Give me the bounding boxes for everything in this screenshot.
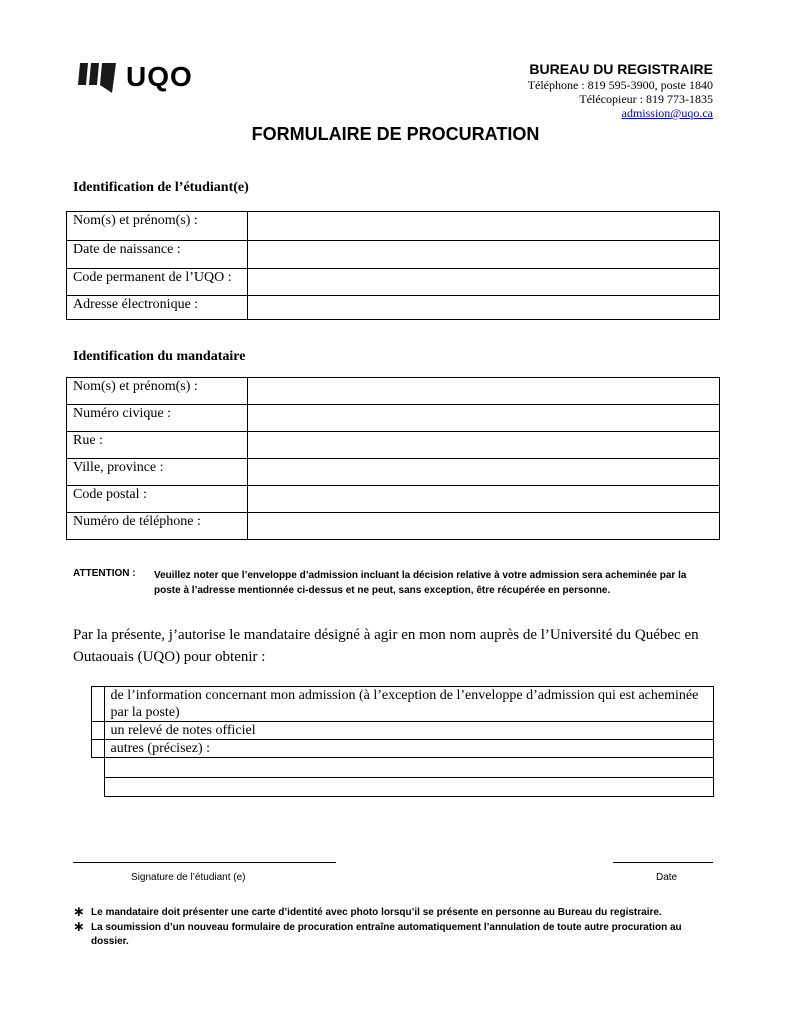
table-row [67, 212, 720, 241]
options-table [91, 686, 714, 797]
date-label: Date [656, 872, 678, 883]
form-title: FORMULAIRE DE PROCURATION [251, 124, 540, 144]
mandataire-street-label: Rue : [67, 432, 248, 459]
telephone-text: Téléphone : 819 595-3900, poste 1840 [527, 78, 713, 92]
mandataire-civic-field[interactable] [248, 405, 720, 432]
email-link[interactable]: admission@uqo.ca [621, 106, 713, 120]
note-item [73, 918, 713, 949]
attention-label: ATTENTION : [73, 568, 136, 579]
student-name-label: Nom(s) et prénom(s) : [67, 212, 248, 241]
table-row [67, 432, 720, 459]
table-row [67, 405, 720, 432]
student-birthdate-label: Date de naissance : [67, 241, 248, 269]
student-email-field[interactable] [248, 296, 720, 320]
signature-line[interactable] [73, 862, 336, 863]
date-line[interactable] [613, 862, 713, 863]
table-row [67, 486, 720, 513]
fax-text: Télécopieur : 819 773-1835 [579, 92, 713, 106]
mandataire-table [66, 377, 720, 540]
table-row [92, 778, 714, 797]
option-checkbox-other[interactable] [92, 740, 105, 758]
mandataire-street-field[interactable] [248, 432, 720, 459]
note-text: Le mandataire doit présenter une carte d’identité avec photo lorsqu’il se présente en personne au Bureau du registraire. [91, 907, 662, 918]
mandataire-name-label: Nom(s) et prénom(s) : [67, 378, 248, 405]
signature-label: Signature de l’étudiant (e) [131, 872, 246, 883]
mandataire-civic-label: Numéro civique : [67, 405, 248, 432]
mandataire-city-label: Ville, province : [67, 459, 248, 486]
logo-wordmark: UQO [126, 61, 193, 92]
mandataire-postal-field[interactable] [248, 486, 720, 513]
table-row [67, 269, 720, 296]
student-section-heading: Identification de l’étudiant(e) [73, 180, 249, 195]
mandataire-phone-field[interactable] [248, 513, 720, 540]
other-specify-line-1[interactable] [104, 758, 713, 778]
table-row [92, 758, 714, 778]
note-item [73, 903, 713, 920]
table-row [67, 296, 720, 320]
table-row [67, 513, 720, 540]
table-row [92, 740, 714, 758]
uqo-stripes-logo-icon [76, 61, 118, 93]
student-code-label: Code permanent de l’UQO : [67, 269, 248, 296]
table-row [67, 459, 720, 486]
mandataire-phone-label: Numéro de téléphone : [67, 513, 248, 540]
mandataire-city-field[interactable] [248, 459, 720, 486]
table-row [67, 241, 720, 269]
attention-text: Veuillez noter que l’enveloppe d’admission incluant la décision relative à votre admission sera acheminée par la poste à l’adresse mentionnée ci-dessus et ne peut, sans exception, être récupérée en personne. [154, 570, 687, 596]
bureau-title: BUREAU DU REGISTRAIRE [529, 61, 713, 77]
uqo-logo [76, 59, 206, 97]
option-label-transcript: un relevé de notes officiel [104, 722, 713, 740]
option-label-other: autres (précisez) : [104, 740, 713, 758]
student-name-field[interactable] [248, 212, 720, 241]
student-code-field[interactable] [248, 269, 720, 296]
asterisk-icon: ∗ [73, 903, 85, 919]
student-birthdate-field[interactable] [248, 241, 720, 269]
authorization-paragraph: Par la présente, j’autorise le mandataire désigné à agir en mon nom auprès de l’Université du Québec en Outaouais (UQO) pour obtenir : [73, 627, 699, 665]
option-checkbox-admission-info[interactable] [92, 687, 105, 722]
table-row [67, 378, 720, 405]
student-table [66, 211, 720, 320]
mandataire-name-field[interactable] [248, 378, 720, 405]
table-row [92, 687, 714, 722]
mandataire-section-heading: Identification du mandataire [73, 349, 246, 364]
note-text: La soumission d’un nouveau formulaire de procuration entraîne automatiquement l’annulation de toute autre procuration au dossier. [91, 922, 682, 947]
option-label-admission-info: de l’information concernant mon admission (à l’exception de l’enveloppe d’admission qui est acheminée par la poste) [104, 687, 713, 722]
asterisk-icon: ∗ [73, 918, 85, 934]
email-line [622, 106, 713, 121]
mandataire-postal-label: Code postal : [67, 486, 248, 513]
table-row [92, 722, 714, 740]
option-checkbox-transcript[interactable] [92, 722, 105, 740]
other-specify-line-2[interactable] [104, 778, 713, 797]
student-email-label: Adresse électronique : [67, 296, 248, 320]
